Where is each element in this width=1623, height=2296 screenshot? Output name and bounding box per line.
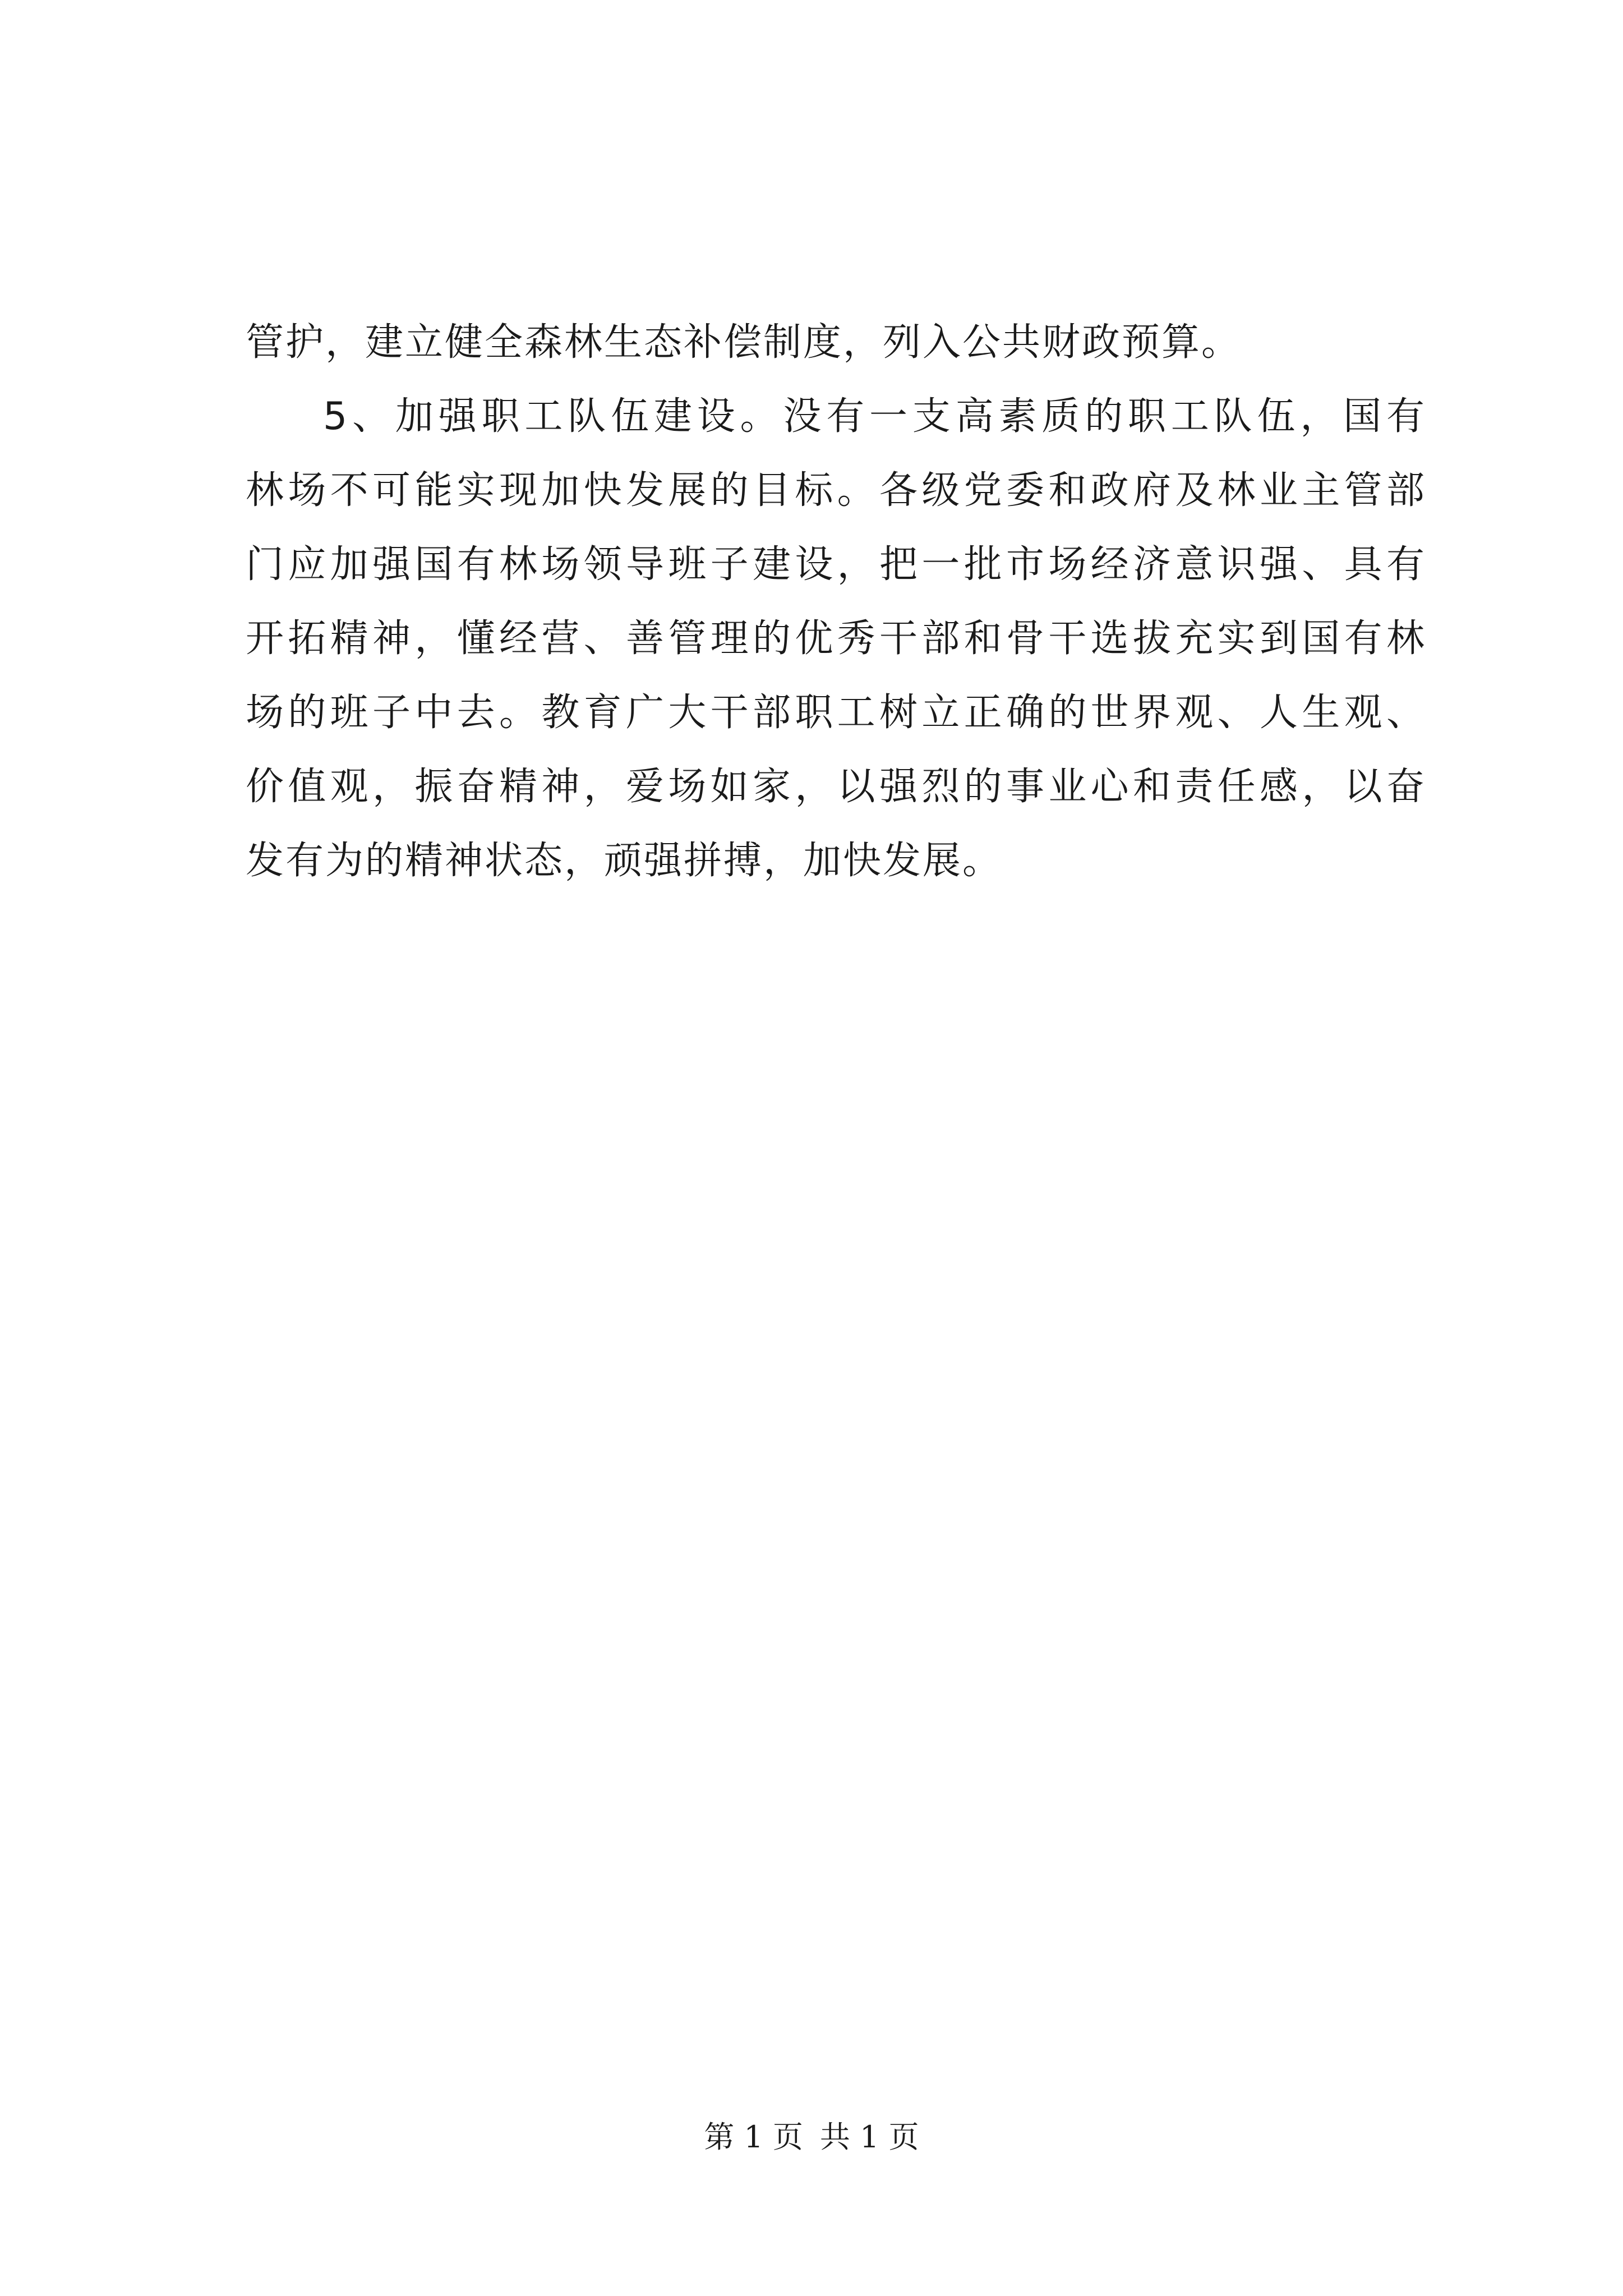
body-line-2: 5、加强职工队伍建设。没有一支高素质的职工队伍，国有 [323, 394, 1426, 439]
page-number-current: 第 1 页 [704, 2119, 803, 2155]
body-line-4: 门应加强国有林场领导班子建设，把一批市场经济意识强、具有 [246, 542, 1426, 587]
body-line-3: 林场不可能实现加快发展的目标。各级党委和政府及林业主管部 [246, 468, 1426, 513]
body-line-6: 场的班子中去。教育广大干部职工树立正确的世界观、人生观、 [246, 691, 1426, 735]
page-footer [0, 2115, 1623, 2160]
body-line-5: 开拓精神，懂经营、善管理的优秀干部和骨干选拔充实到国有林 [246, 616, 1426, 661]
document-body [246, 306, 1426, 898]
body-line-1: 管护，建立健全森林生态补偿制度，列入公共财政预算。 [246, 320, 1242, 365]
page-number-total: 共 1 页 [820, 2119, 919, 2155]
body-line-7: 价值观，振奋精神，爱场如家，以强烈的事业心和责任感，以奋 [246, 765, 1426, 809]
body-line-8: 发有为的精神状态，顽强拼搏，加快发展。 [246, 839, 1003, 883]
